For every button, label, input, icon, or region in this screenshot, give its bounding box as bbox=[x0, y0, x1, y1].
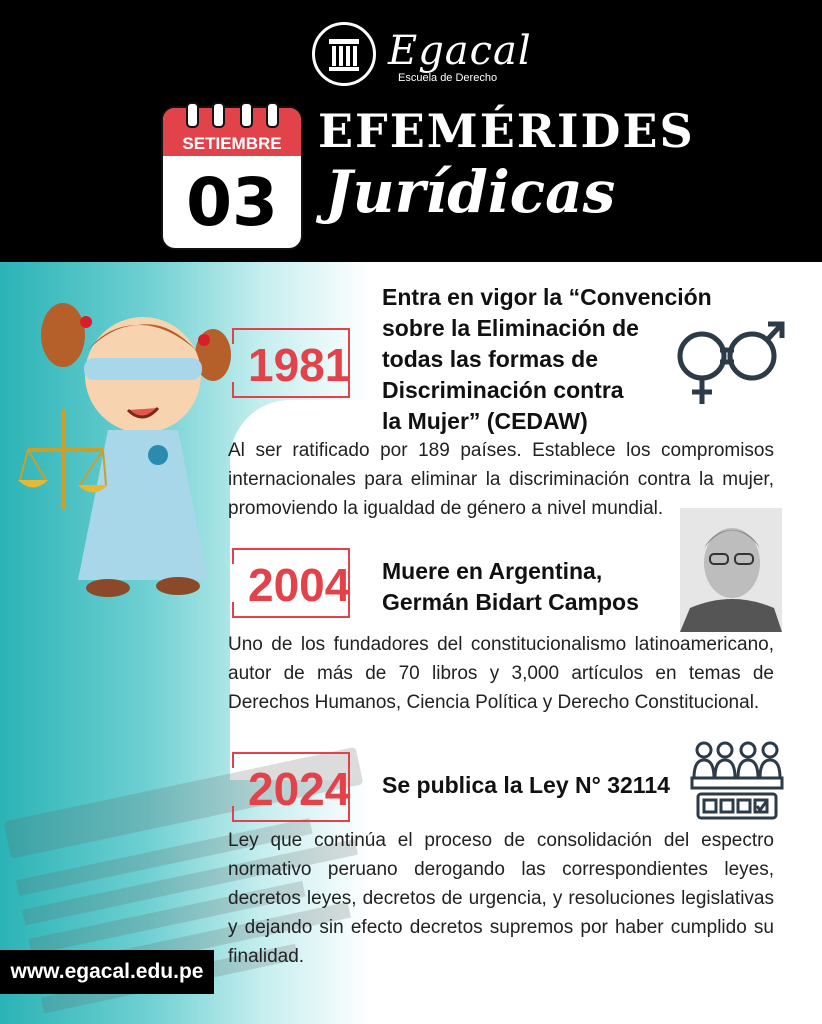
calendar-ring-icon bbox=[186, 102, 199, 128]
headline-line: sobre la Eliminación de bbox=[382, 315, 639, 341]
event-description: Al ser ratificado por 189 países. Establece los compromisos internacionales para eliminar la discriminación contra la mujer, promoviendo la igualdad de género a nivel mundial. bbox=[228, 440, 774, 519]
event-year: 2004 bbox=[248, 559, 351, 611]
event-headline bbox=[382, 556, 682, 618]
column-logo-icon bbox=[312, 22, 376, 86]
calendar-day: 03 bbox=[186, 164, 278, 241]
calendar-ring-icon bbox=[240, 102, 253, 128]
justice-girl-illustration bbox=[18, 280, 238, 610]
calendar-ring-icon bbox=[212, 102, 225, 128]
event-headline bbox=[382, 770, 702, 801]
headline-line: Entra en vigor la “Convención bbox=[382, 284, 712, 310]
headline-line: todas las formas de bbox=[382, 346, 599, 372]
calendar-month: SETIEMBRE bbox=[182, 134, 282, 153]
event-description: Ley que continúa el proceso de consolidación del espectro normativo peruano derogando las correspondientes leyes, decretos leyes, decretos de urgencia, y resoluciones legislativas y dejando sin efecto decretos supremos por haber cumplido su finalidad. bbox=[228, 830, 774, 967]
gender-equality-icon bbox=[672, 318, 786, 410]
page-title-line2: Jurídicas bbox=[325, 158, 616, 226]
calendar-ring-icon bbox=[266, 102, 279, 128]
brand-name: Egacal bbox=[388, 28, 532, 74]
calendar-icon bbox=[163, 108, 301, 248]
headline-line: Muere en Argentina, bbox=[382, 558, 603, 584]
event-year: 1981 bbox=[248, 339, 351, 391]
portrait-photo bbox=[680, 508, 782, 632]
headline-line: Se publica la Ley N° 32114 bbox=[382, 772, 670, 798]
voting-assembly-icon bbox=[690, 738, 784, 822]
event-year: 2024 bbox=[248, 763, 351, 815]
headline-line: la Mujer” (CEDAW) bbox=[382, 408, 588, 434]
headline-line: Germán Bidart Campos bbox=[382, 589, 639, 615]
headline-line: Discriminación contra bbox=[382, 377, 624, 403]
event-description: Uno de los fundadores del constitucionalismo latinoamericano, autor de más de 70 libros y 3,000 artículos en temas de Derechos Humanos, Ciencia Política y Derecho Constitucional. bbox=[228, 634, 774, 713]
brand-subtitle: Escuela de Derecho bbox=[398, 72, 498, 84]
header-banner bbox=[0, 0, 822, 262]
website-url[interactable]: www.egacal.edu.pe bbox=[0, 950, 214, 994]
page-title-line1: EFEMÉRIDES bbox=[318, 104, 695, 158]
